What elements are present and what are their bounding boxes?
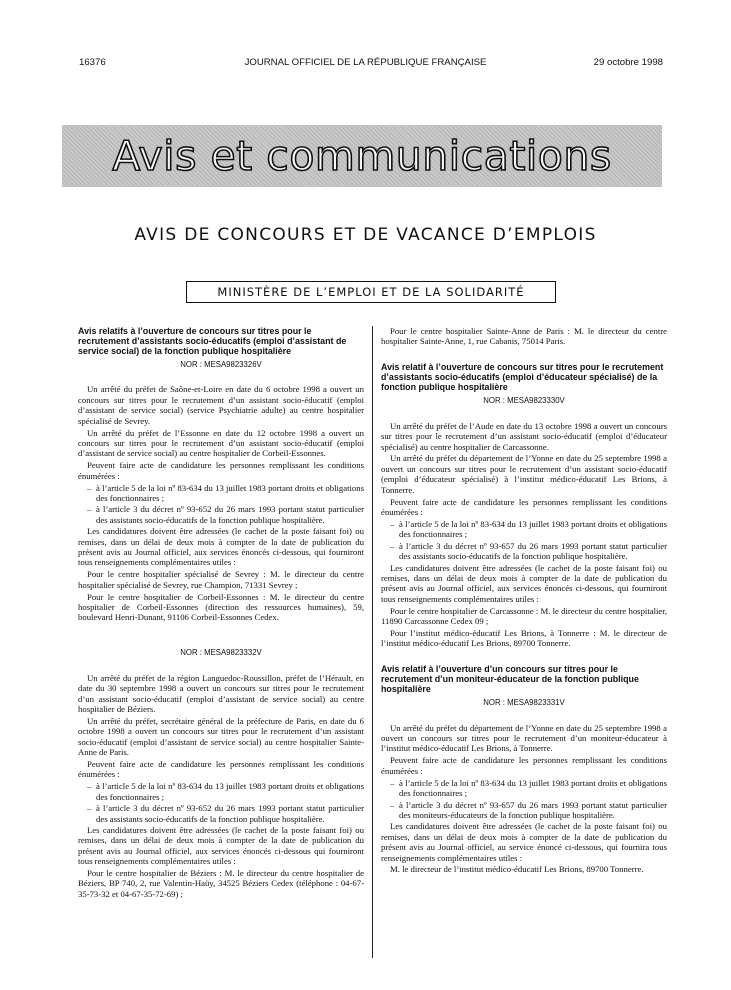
- notice-title: Avis relatifs à l’ouverture de concours sur titres pour le recrutement d’assistants socio-éducatifs (emploi d’assistant de service social) de la fonction publique hospitalière: [78, 326, 347, 356]
- paragraph: Les candidatures doivent être adressées (le cachet de la poste faisant foi) ou remises, dans un délai de deux mois à compter de la date de publication du présent avis au Journal officiel, aux services énoncés ci-dessous, qui fourniront tous renseignements complémentaires utiles :: [78, 526, 364, 568]
- list-item: – à l’article 3 du décret nº 93-657 du 26 mars 1993 portant statut particulier des moniteurs-éducateurs de la fonction publique hospitalière.: [390, 800, 667, 821]
- notice-title: Avis relatif à l’ouverture de concours sur titres pour le recrutement d’assistants socio-éducatifs (emploi d’éducateur spécialisé) de la fonction publique hospitalière: [381, 362, 664, 393]
- notice-title: Avis relatif à l’ouverture d’un concours sur titres pour le recrutement d’un moniteur-éducateur de la fonction publique hospitalière: [381, 664, 639, 695]
- paragraph: Un arrêté du préfet de la région Languedoc-Roussillon, préfet de l’Hérault, en date du 30 septembre 1998 a ouvert un concours sur titres pour le recrutement d’un assistant socio-éducatif (emploi d’assistant de service social) au centre hospitalier de Béziers.: [78, 672, 364, 714]
- banner-title: Avis et communications: [112, 132, 612, 180]
- list-item: – à l’article 5 de la loi nº 83-634 du 13 juillet 1983 portant droits et obligations des fonctionnaires ;: [87, 781, 364, 802]
- section-title: AVIS DE CONCOURS ET DE VACANCE D’EMPLOIS: [134, 225, 597, 245]
- journal-title: JOURNAL OFFICIEL DE LA RÉPUBLIQUE FRANÇAISE: [244, 57, 487, 68]
- paragraph: M. le directeur de l’institut médico-éducatif Les Brions, 89700 Tonnerre.: [390, 864, 644, 875]
- paragraph: Un arrêté du préfet de Saône-et-Loire en date du 6 octobre 1998 a ouvert un concours sur titres pour le recrutement d’un assistant socio-éducatif (emploi d’assistant de service social) (service Psychiatrie adulte) au centre hospitalier spécialisé de Sevrey.: [78, 384, 364, 426]
- paragraph: Les candidatures doivent être adressées (le cachet de la poste faisant foi) ou remises, dans un délai de deux mois à compter de la date de publication du présent avis au Journal officiel, au service énoncé ci-dessous, qui fournira tous renseignements complémentaires utiles :: [381, 821, 667, 863]
- list-item: – à l’article 5 de la loi nº 83-634 du 13 juillet 1983 portant droits et obligations des fonctionnaires ;: [390, 778, 667, 799]
- list-item: – à l’article 3 du décret nº 93-652 du 26 mars 1993 portant statut particulier des assistants socio-éducatifs de la fonction publique hospitalière.: [87, 803, 364, 824]
- paragraph: Pour le centre hospitalier de Carcassonne : M. le directeur du centre hospitalier, 11890 Carcassonne Cedex 09 ;: [381, 605, 667, 627]
- nor-reference: NOR : MESA9823326V: [180, 360, 262, 369]
- paragraph: Pour l’institut médico-éducatif Les Brions, à Tonnerre : M. le directeur de l’institut médico-éducatif Les Brions, 89700 Tonnerre.: [381, 627, 667, 649]
- page-header: [0, 57, 731, 71]
- paragraph: Un arrêté du préfet de l’Essonne en date du 12 octobre 1998 a ouvert un concours sur titres pour le recrutement d’un assistant socio-éducatif (emploi d’assistant de service social) au centre hospitalier de Corbeil-Essonnes.: [78, 427, 364, 459]
- page-number: 16376: [79, 57, 106, 68]
- paragraph: Pour le centre hospitalier de Corbeil-Essonnes : M. le directeur du centre hospitalier de Corbeil-Essonnes (direction des ressources humaines), 59, boulevard Henri-Dunant, 91106 Corbeil-Essonnes Cedex.: [78, 591, 364, 623]
- conditions-list: [381, 778, 667, 821]
- nor-reference: NOR : MESA9823332V: [180, 648, 262, 658]
- list-item: – à l’article 3 du décret nº 93-652 du 26 mars 1993 portant statut particulier des assistants socio-éducatifs de la fonction publique hospitalière.: [87, 504, 364, 525]
- paragraph: Peuvent faire acte de candidature les personnes remplissant les conditions énumérées :: [381, 755, 667, 776]
- paragraph: Peuvent faire acte de candidature les personnes remplissant les conditions énumérées :: [78, 759, 364, 780]
- section-banner: [62, 125, 662, 187]
- list-item: – à l’article 5 de la loi nº 83-634 du 13 juillet 1983 portant droits et obligations des fonctionnaires ;: [87, 483, 364, 504]
- ministry-box: [186, 281, 556, 303]
- paragraph: Un arrêté du préfet du département de l’Yonne en date du 25 septembre 1998 a ouvert un concours sur titres pour le recrutement d’un moniteur-éducateur à l’institut médico-éducatif Les Brions, à Tonnerre.: [381, 722, 667, 754]
- paragraph: Peuvent faire acte de candidature les personnes remplissant les conditions énumérées :: [78, 460, 364, 481]
- paragraph: Un arrêté du préfet, secrétaire général de la préfecture de Paris, en date du 6 octobre 1998 a ouvert un concours sur titres pour le recrutement d’un assistant socio-éducatif (emploi d’assistant de service social) au centre hospitalier Sainte-Anne de Paris.: [78, 715, 364, 758]
- paragraph: Un arrêté du préfet de l’Aude en date du 13 octobre 1998 a ouvert un concours sur titres pour le recrutement d’un assistant socio-éducatif (emploi d’éducateur spécialisé) au centre hospitalier de Carcassonne.: [381, 420, 667, 452]
- paragraph: Pour le centre hospitalier spécialisé de Sevrey : M. le directeur du centre hospitalier spécialisé de Sevrey, rue Champion, 71331 Sevrey ;: [78, 569, 364, 590]
- paragraph: Pour le centre hospitalier de Béziers : M. le directeur du centre hospitalier de Béziers, BP 740, 2, rue Valentin-Haüy, 34525 Béziers Cedex (téléphone : 04-67-35-73-32 et 04-67-35-72-69) ;: [78, 868, 364, 899]
- list-item: – à l’article 3 du décret nº 93-657 du 26 mars 1993 portant statut particulier des assistants socio-éducatifs de la fonction publique hospitalière.: [390, 541, 667, 562]
- issue-date: 29 octobre 1998: [593, 57, 663, 68]
- left-column: [78, 326, 364, 901]
- right-column: [381, 326, 667, 876]
- paragraph: Peuvent faire acte de candidature les personnes remplissant les conditions énumérées :: [381, 496, 667, 517]
- nor-reference: NOR : MESA9823331V: [483, 698, 565, 708]
- ministry-name: MINISTÈRE DE L’EMPLOI ET DE LA SOLIDARITÉ: [217, 285, 525, 299]
- conditions-list: [78, 781, 364, 824]
- paragraph: Les candidatures doivent être adressées (le cachet de la poste faisant foi) ou remises, dans un délai de deux mois à compter de la date de publication du présent avis au Journal officiel, aux services énoncés ci-dessous qui fourniront tous renseignements complémentaires utiles :: [78, 824, 364, 867]
- paragraph: Un arrêté du préfet du département de l’Yonne en date du 25 septembre 1998 a ouvert un concours sur titres pour le recrutement d’un assistant socio-éducatif (emploi d’éducateur spécialisé) à l’institut médico-éducatif Les Brions, à Tonnerre.: [381, 453, 667, 495]
- paragraph: Les candidatures doivent être adressées (le cachet de la poste faisant foi) ou remises, dans un délai de deux mois à compter de la date de publication du présent avis au Journal officiel, aux services énoncés ci-dessous, qui fourniront tous renseignements complémentaires utiles :: [381, 562, 667, 604]
- conditions-list: [78, 483, 364, 526]
- list-item: – à l’article 5 de la loi nº 83-634 du 13 juillet 1983 portant droits et obligations des fonctionnaires ;: [390, 519, 667, 540]
- paragraph: Pour le centre hospitalier Sainte-Anne de Paris : M. le directeur du centre hospitalier Sainte-Anne, 1, rue Cabanis, 75014 Paris.: [381, 326, 667, 347]
- nor-reference: NOR : MESA9823330V: [483, 396, 565, 406]
- column-divider: [372, 326, 373, 958]
- conditions-list: [381, 519, 667, 562]
